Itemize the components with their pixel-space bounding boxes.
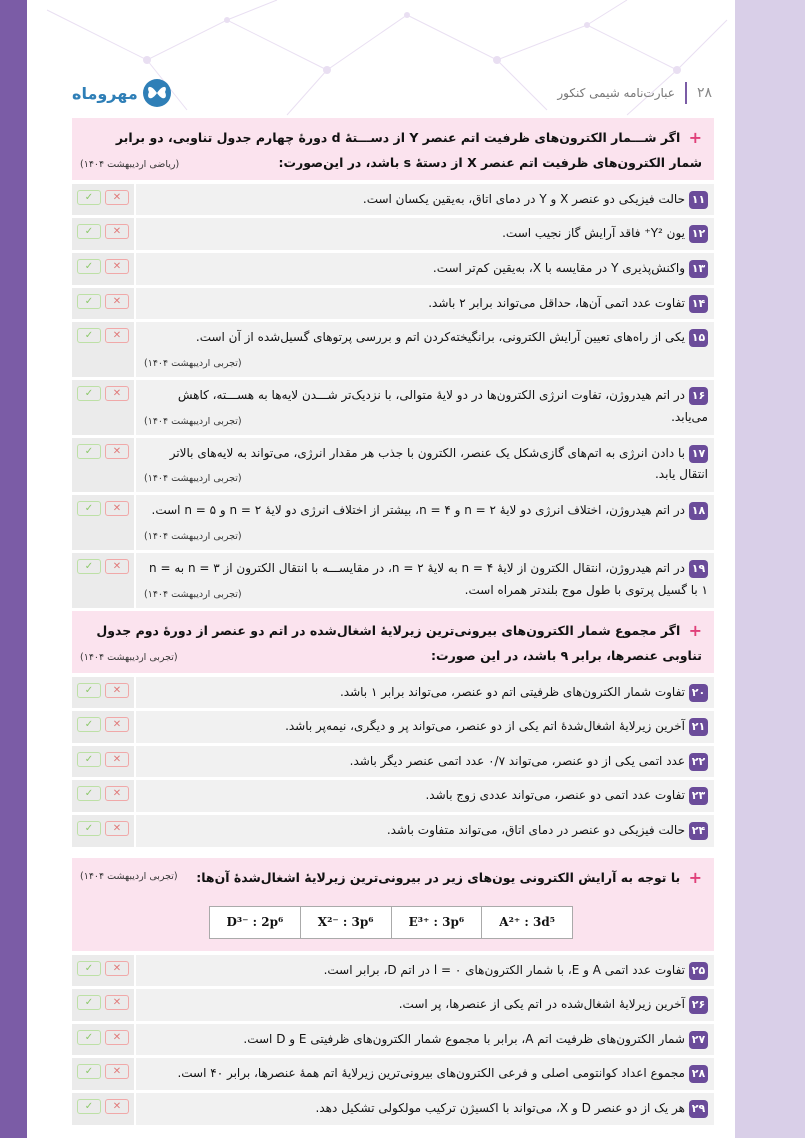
ion-cell: X²⁻ : 3p⁶ <box>301 907 392 938</box>
false-checkbox[interactable]: ✕ <box>105 1064 129 1079</box>
statement-group-4 <box>72 955 714 1125</box>
false-checkbox[interactable]: ✕ <box>105 444 129 459</box>
statement-row <box>72 746 714 778</box>
statement-number: ۲۴ <box>689 822 708 840</box>
plus-icon: + <box>688 128 702 147</box>
true-checkbox[interactable]: ✓ <box>77 1099 101 1114</box>
false-checkbox[interactable]: ✕ <box>105 294 129 309</box>
statement-row <box>72 184 714 216</box>
statement-row <box>72 288 714 320</box>
true-checkbox[interactable]: ✓ <box>77 444 101 459</box>
statement-text: واکنش‌پذیری Y در مقایسه با X، به‌یقین کم‌تر است. <box>432 261 685 276</box>
statement-number: ۱۳ <box>689 260 708 278</box>
source-tag: (تجربی اردیبهشت ۱۴۰۴) <box>80 651 178 663</box>
statement-text: تفاوت عدد اتمی آن‌ها، حداقل می‌تواند برابر ۲ باشد. <box>428 295 685 310</box>
false-checkbox[interactable]: ✕ <box>105 224 129 239</box>
true-checkbox[interactable]: ✓ <box>77 961 101 976</box>
source-tag: (تجربی اردیبهشت ۱۴۰۴) <box>144 473 242 485</box>
false-checkbox[interactable]: ✕ <box>105 386 129 401</box>
publisher-logo <box>72 78 172 108</box>
source-tag: (تجربی اردیبهشت ۱۴۰۴) <box>144 530 242 542</box>
false-checkbox[interactable]: ✕ <box>105 1030 129 1045</box>
statement-text: در اتم هیدروژن، اختلاف انرژی دو لایهٔ n = ۲ و n = ۴، بیشتر از اختلاف انرژی دو لایهٔ n = ۲ و n = ۵ است. <box>151 503 685 518</box>
statement-row <box>72 1024 714 1056</box>
true-checkbox[interactable]: ✓ <box>77 717 101 732</box>
statement-row <box>72 380 714 435</box>
false-checkbox[interactable]: ✕ <box>105 752 129 767</box>
statement-number: ۲۶ <box>689 996 708 1014</box>
statement-text: با دادن انرژی به اتم‌های گازی‌شکل یک عنصر، الکترون با جذب هر مقدار انرژی، می‌تواند به لایه‌های بالاتر انتقال یابد. <box>169 445 708 482</box>
false-checkbox[interactable]: ✕ <box>105 683 129 698</box>
statement-text: مجموع اعداد کوانتومی اصلی و فرعی الکترون‌های بیرونی‌ترین زیرلایهٔ اتم همهٔ عنصرها، برابر ۴۰ است. <box>177 1066 685 1081</box>
source-tag: (تجربی اردیبهشت ۱۴۰۴) <box>144 415 242 427</box>
statement-number: ۱۵ <box>689 329 708 347</box>
statement-row <box>72 553 714 608</box>
true-checkbox[interactable]: ✓ <box>77 1030 101 1045</box>
statement-row <box>72 438 714 493</box>
statement-number: ۲۰ <box>689 684 708 702</box>
statement-row <box>72 989 714 1021</box>
statement-number: ۱۴ <box>689 295 708 313</box>
statement-row <box>72 253 714 285</box>
statement-text: تفاوت عدد اتمی A و E، با شمار الکترون‌های l = ۰ در اتم D، برابر است. <box>323 962 685 977</box>
statement-row <box>72 677 714 709</box>
header-divider <box>685 82 687 104</box>
source-tag: (ریاضی اردیبهشت ۱۴۰۴) <box>80 159 180 170</box>
statement-text: هر یک از دو عنصر D و X، می‌تواند با اکسیژن ترکیب مولکولی تشکیل دهد. <box>315 1100 685 1115</box>
true-checkbox[interactable]: ✓ <box>77 1064 101 1079</box>
true-checkbox[interactable]: ✓ <box>77 752 101 767</box>
page-meta <box>557 82 712 104</box>
ion-configuration-table <box>209 906 573 939</box>
statement-row <box>72 495 714 550</box>
true-checkbox[interactable]: ✓ <box>77 224 101 239</box>
statement-number: ۲۱ <box>689 718 708 736</box>
stem-text: اگر مجموع شمار الکترون‌های بیرونی‌ترین زیرلایهٔ اشغال‌شده در اتم دو عنصر از دورهٔ دوم جدول تناوبی عنصرها، برابر ۹ باشد، در این صورت: <box>96 622 702 663</box>
statement-number: ۲۷ <box>689 1031 708 1049</box>
false-checkbox[interactable]: ✕ <box>105 786 129 801</box>
statement-row <box>72 955 714 987</box>
stem-text: اگر شـــمار الکترون‌های ظرفیت اتم عنصر Y از دســـتهٔ d دورهٔ چهارم جدول تناوبی، دو برابر شمار الکترون‌های ظرفیت اتم عنصر X از دستهٔ s باشد، در این‌صورت: <box>115 130 702 170</box>
statement-number: ۲۸ <box>689 1065 708 1083</box>
statement-number: ۱۲ <box>689 225 708 243</box>
statement-row <box>72 322 714 377</box>
statement-text: در اتم هیدروژن، تفاوت انرژی الکترون‌ها در دو لایهٔ متوالی، با نزدیک‌تر شـــدن لایه‌ها به هســـته، کاهش می‌یابد. <box>177 387 708 424</box>
statement-text: حالت فیزیکی دو عنصر X و Y در دمای اتاق، به‌یقین یکسان است. <box>362 191 685 206</box>
statement-text: یکی از راه‌های تعیین آرایش الکترونی، برانگیخته‌کردن اتم و بررسی پرتوهای گسیل‌شده از آن است. <box>195 330 685 345</box>
false-checkbox[interactable]: ✕ <box>105 821 129 836</box>
statement-number: ۱۸ <box>689 502 708 520</box>
question-stem-1 <box>72 118 714 180</box>
statement-row <box>72 711 714 743</box>
source-tag: (تجربی اردیبهشت ۱۴۰۴) <box>144 588 242 600</box>
plus-icon: + <box>688 867 702 887</box>
page-number: ۲۸ <box>696 85 712 101</box>
true-checkbox[interactable]: ✓ <box>77 190 101 205</box>
ion-cell: A²⁺ : 3d⁵ <box>499 914 555 929</box>
statement-number: ۱۶ <box>689 387 708 405</box>
statement-text: تفاوت عدد اتمی دو عنصر، می‌تواند عددی زوج باشد. <box>425 788 685 803</box>
source-tag: (تجربی اردیبهشت ۱۴۰۴) <box>144 357 242 369</box>
stem-text: با توجه به آرایش الکترونی یون‌های زیر در بیرونی‌ترین زیرلایهٔ اشغال‌شدهٔ آن‌ها: <box>196 869 681 885</box>
statement-group-1 <box>72 184 714 319</box>
statement-group-3 <box>72 677 714 847</box>
plus-icon: + <box>688 620 702 640</box>
statement-group-2 <box>72 322 714 607</box>
statement-number: ۲۳ <box>689 787 708 805</box>
statement-text: حالت فیزیکی دو عنصر در دمای اتاق، می‌تواند متفاوت باشد. <box>386 822 685 837</box>
right-margin-bar <box>735 0 805 1138</box>
statement-text: یون Y²⁺ فاقد آرایش گاز نجیب است. <box>502 226 685 241</box>
statement-row <box>72 1093 714 1125</box>
question-stem-2 <box>72 611 714 673</box>
statement-row <box>72 815 714 847</box>
source-tag: (تجربی اردیبهشت ۱۴۰۴) <box>80 870 178 882</box>
true-checkbox[interactable]: ✓ <box>77 995 101 1010</box>
statement-number: ۲۲ <box>689 753 708 771</box>
question-stem-3 <box>72 858 714 951</box>
statement-number: ۱۷ <box>689 445 708 463</box>
true-checkbox[interactable]: ✓ <box>77 821 101 836</box>
statement-text: آخرین زیرلایهٔ اشغال‌شده در اتم یکی از عنصرها، پر است. <box>398 997 685 1012</box>
true-checkbox[interactable]: ✓ <box>77 294 101 309</box>
statement-number: ۲۹ <box>689 1100 708 1118</box>
false-checkbox[interactable]: ✕ <box>105 559 129 574</box>
page-header <box>72 78 712 108</box>
true-checkbox[interactable]: ✓ <box>77 259 101 274</box>
false-checkbox[interactable]: ✕ <box>105 961 129 976</box>
false-checkbox[interactable]: ✕ <box>105 501 129 516</box>
left-margin-bar <box>0 0 27 1138</box>
statement-text: آخرین زیرلایهٔ اشغال‌شدهٔ اتم یکی از دو عنصر، می‌تواند پر و دیگری، نیمه‌پر باشد. <box>285 719 685 734</box>
butterfly-icon <box>142 78 172 108</box>
true-checkbox[interactable]: ✓ <box>77 328 101 343</box>
statement-text: عدد اتمی یکی از دو عنصر، می‌تواند ۰/۷ عدد اتمی عنصر دیگر باشد. <box>349 753 685 768</box>
statement-row <box>72 780 714 812</box>
true-checkbox[interactable]: ✓ <box>77 559 101 574</box>
ion-cell: E³⁺ : 3p⁶ <box>392 907 483 938</box>
statement-text: شمار الکترون‌های ظرفیت اتم A، برابر با مجموع شمار الکترون‌های ظرفیتی E و D است. <box>243 1031 685 1046</box>
statement-number: ۲۵ <box>689 962 708 980</box>
true-checkbox[interactable]: ✓ <box>77 501 101 516</box>
false-checkbox[interactable]: ✕ <box>105 259 129 274</box>
statement-text: در اتم هیدروژن، انتقال الکترون از لایهٔ n = ۴ به لایهٔ n = ۲، در مقایســـه با انتقال الکترون از n = ۳ به n = ۱ با گسیل پرتوی با طول موج بلندتر همراه است. <box>149 561 708 597</box>
true-checkbox[interactable]: ✓ <box>77 386 101 401</box>
false-checkbox[interactable]: ✕ <box>105 995 129 1010</box>
statement-number: ۱۹ <box>689 560 708 578</box>
logo-text: مهروماه <box>72 83 138 103</box>
ion-cell: D³⁻ : 2p⁶ <box>210 907 301 938</box>
statement-text: تفاوت شمار الکترون‌های ظرفیتی اتم دو عنصر، می‌تواند برابر ۱ باشد. <box>339 684 685 699</box>
book-title: عبارت‌نامه شیمی کنکور <box>557 86 675 100</box>
false-checkbox[interactable]: ✕ <box>105 190 129 205</box>
false-checkbox[interactable]: ✕ <box>105 717 129 732</box>
statement-number: ۱۱ <box>689 191 708 209</box>
page-content <box>72 118 714 1128</box>
statement-row <box>72 218 714 250</box>
false-checkbox[interactable]: ✕ <box>105 1099 129 1114</box>
statement-row <box>72 1058 714 1090</box>
true-checkbox[interactable]: ✓ <box>77 683 101 698</box>
true-checkbox[interactable]: ✓ <box>77 786 101 801</box>
false-checkbox[interactable]: ✕ <box>105 328 129 343</box>
